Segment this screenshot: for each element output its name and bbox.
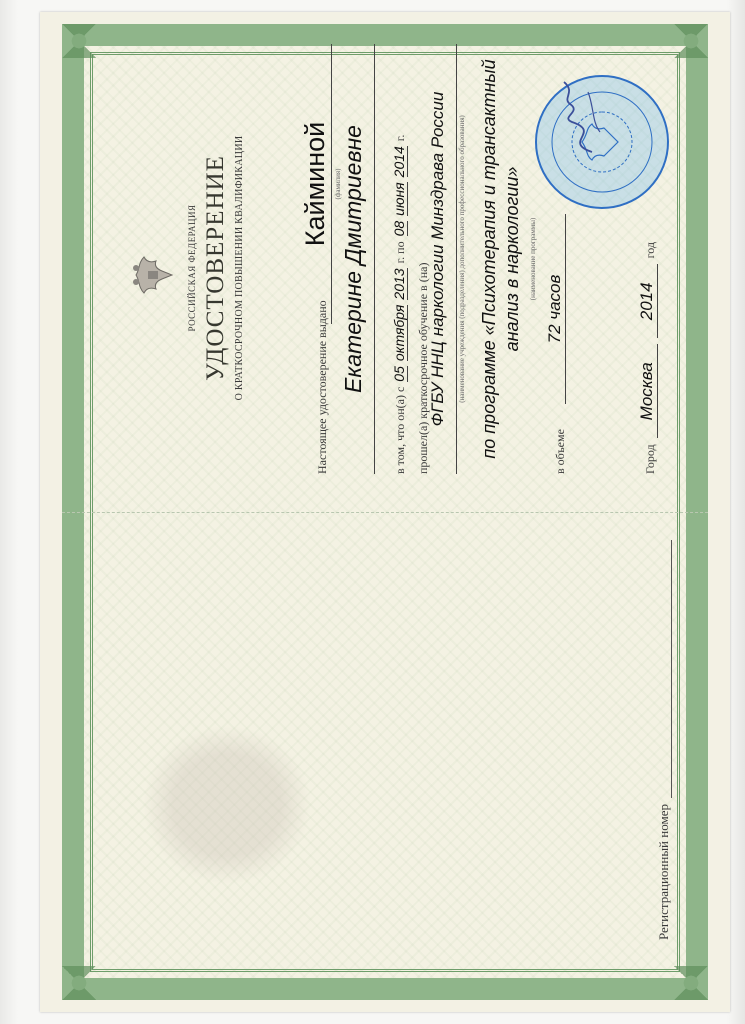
registration-number-row <box>652 540 672 940</box>
left-page <box>62 512 708 1000</box>
city-value: Москва <box>637 344 658 438</box>
dates-prefix: в том, что он(а) с <box>393 386 407 474</box>
program-value: по программе «Психотерапия и трансактный анализ в наркологии» <box>479 59 522 459</box>
coat-of-arms-icon <box>130 251 178 299</box>
surname-row <box>288 44 334 474</box>
issued-to-label: Настоящее удостоверение выдано <box>315 300 329 474</box>
city-label: Город <box>643 444 657 474</box>
dates-row <box>384 44 408 474</box>
organization-value: ФГБУ ННЦ наркологии Минздрава России <box>428 44 457 474</box>
from-day: 05 <box>391 366 407 382</box>
mirrored-bleed-through <box>192 560 492 940</box>
year-suffix-2: г. <box>393 134 407 142</box>
to-month: июня <box>391 182 407 216</box>
registration-line <box>659 540 672 798</box>
signature-icon <box>542 72 612 162</box>
passed-label: прошел(а) краткосрочное обучение в (на) <box>416 262 430 474</box>
to-year: 2014 <box>391 146 407 178</box>
document-title: УДОСТОВЕРЕНИЕ <box>202 155 229 381</box>
country-label: РОССИЙСКАЯ ФЕДЕРАЦИЯ <box>187 204 197 332</box>
certificate-rotated-spread <box>62 24 708 1000</box>
hours-value: 72 часов <box>545 214 566 404</box>
full-name-value: Екатерине Дмитриевне <box>340 44 375 474</box>
certificate <box>40 12 730 1012</box>
registration-label: Регистрационный номер <box>656 804 671 940</box>
right-page <box>62 24 708 512</box>
year-label: год <box>643 242 657 259</box>
surname-value: Кайминой <box>300 44 332 324</box>
document-subtitle: О КРАТКОСРОЧНОМ ПОВЫШЕНИИ КВАЛИФИКАЦИИ <box>234 135 245 401</box>
program-hint: (наименование программы) <box>529 217 537 301</box>
from-month: октября <box>391 304 407 362</box>
from-year: 2013 <box>391 268 407 300</box>
year-suffix-1: г. по <box>393 241 407 264</box>
city-row <box>628 44 658 474</box>
to-day: 08 <box>391 220 407 237</box>
organization-hint: (наименование учреждения (подразделения) дополнительного профессионального образования) <box>458 115 466 403</box>
hours-label: в объеме <box>553 429 567 474</box>
surname-hint: (фамилия) <box>334 168 342 200</box>
year-value: 2014 <box>637 264 658 338</box>
